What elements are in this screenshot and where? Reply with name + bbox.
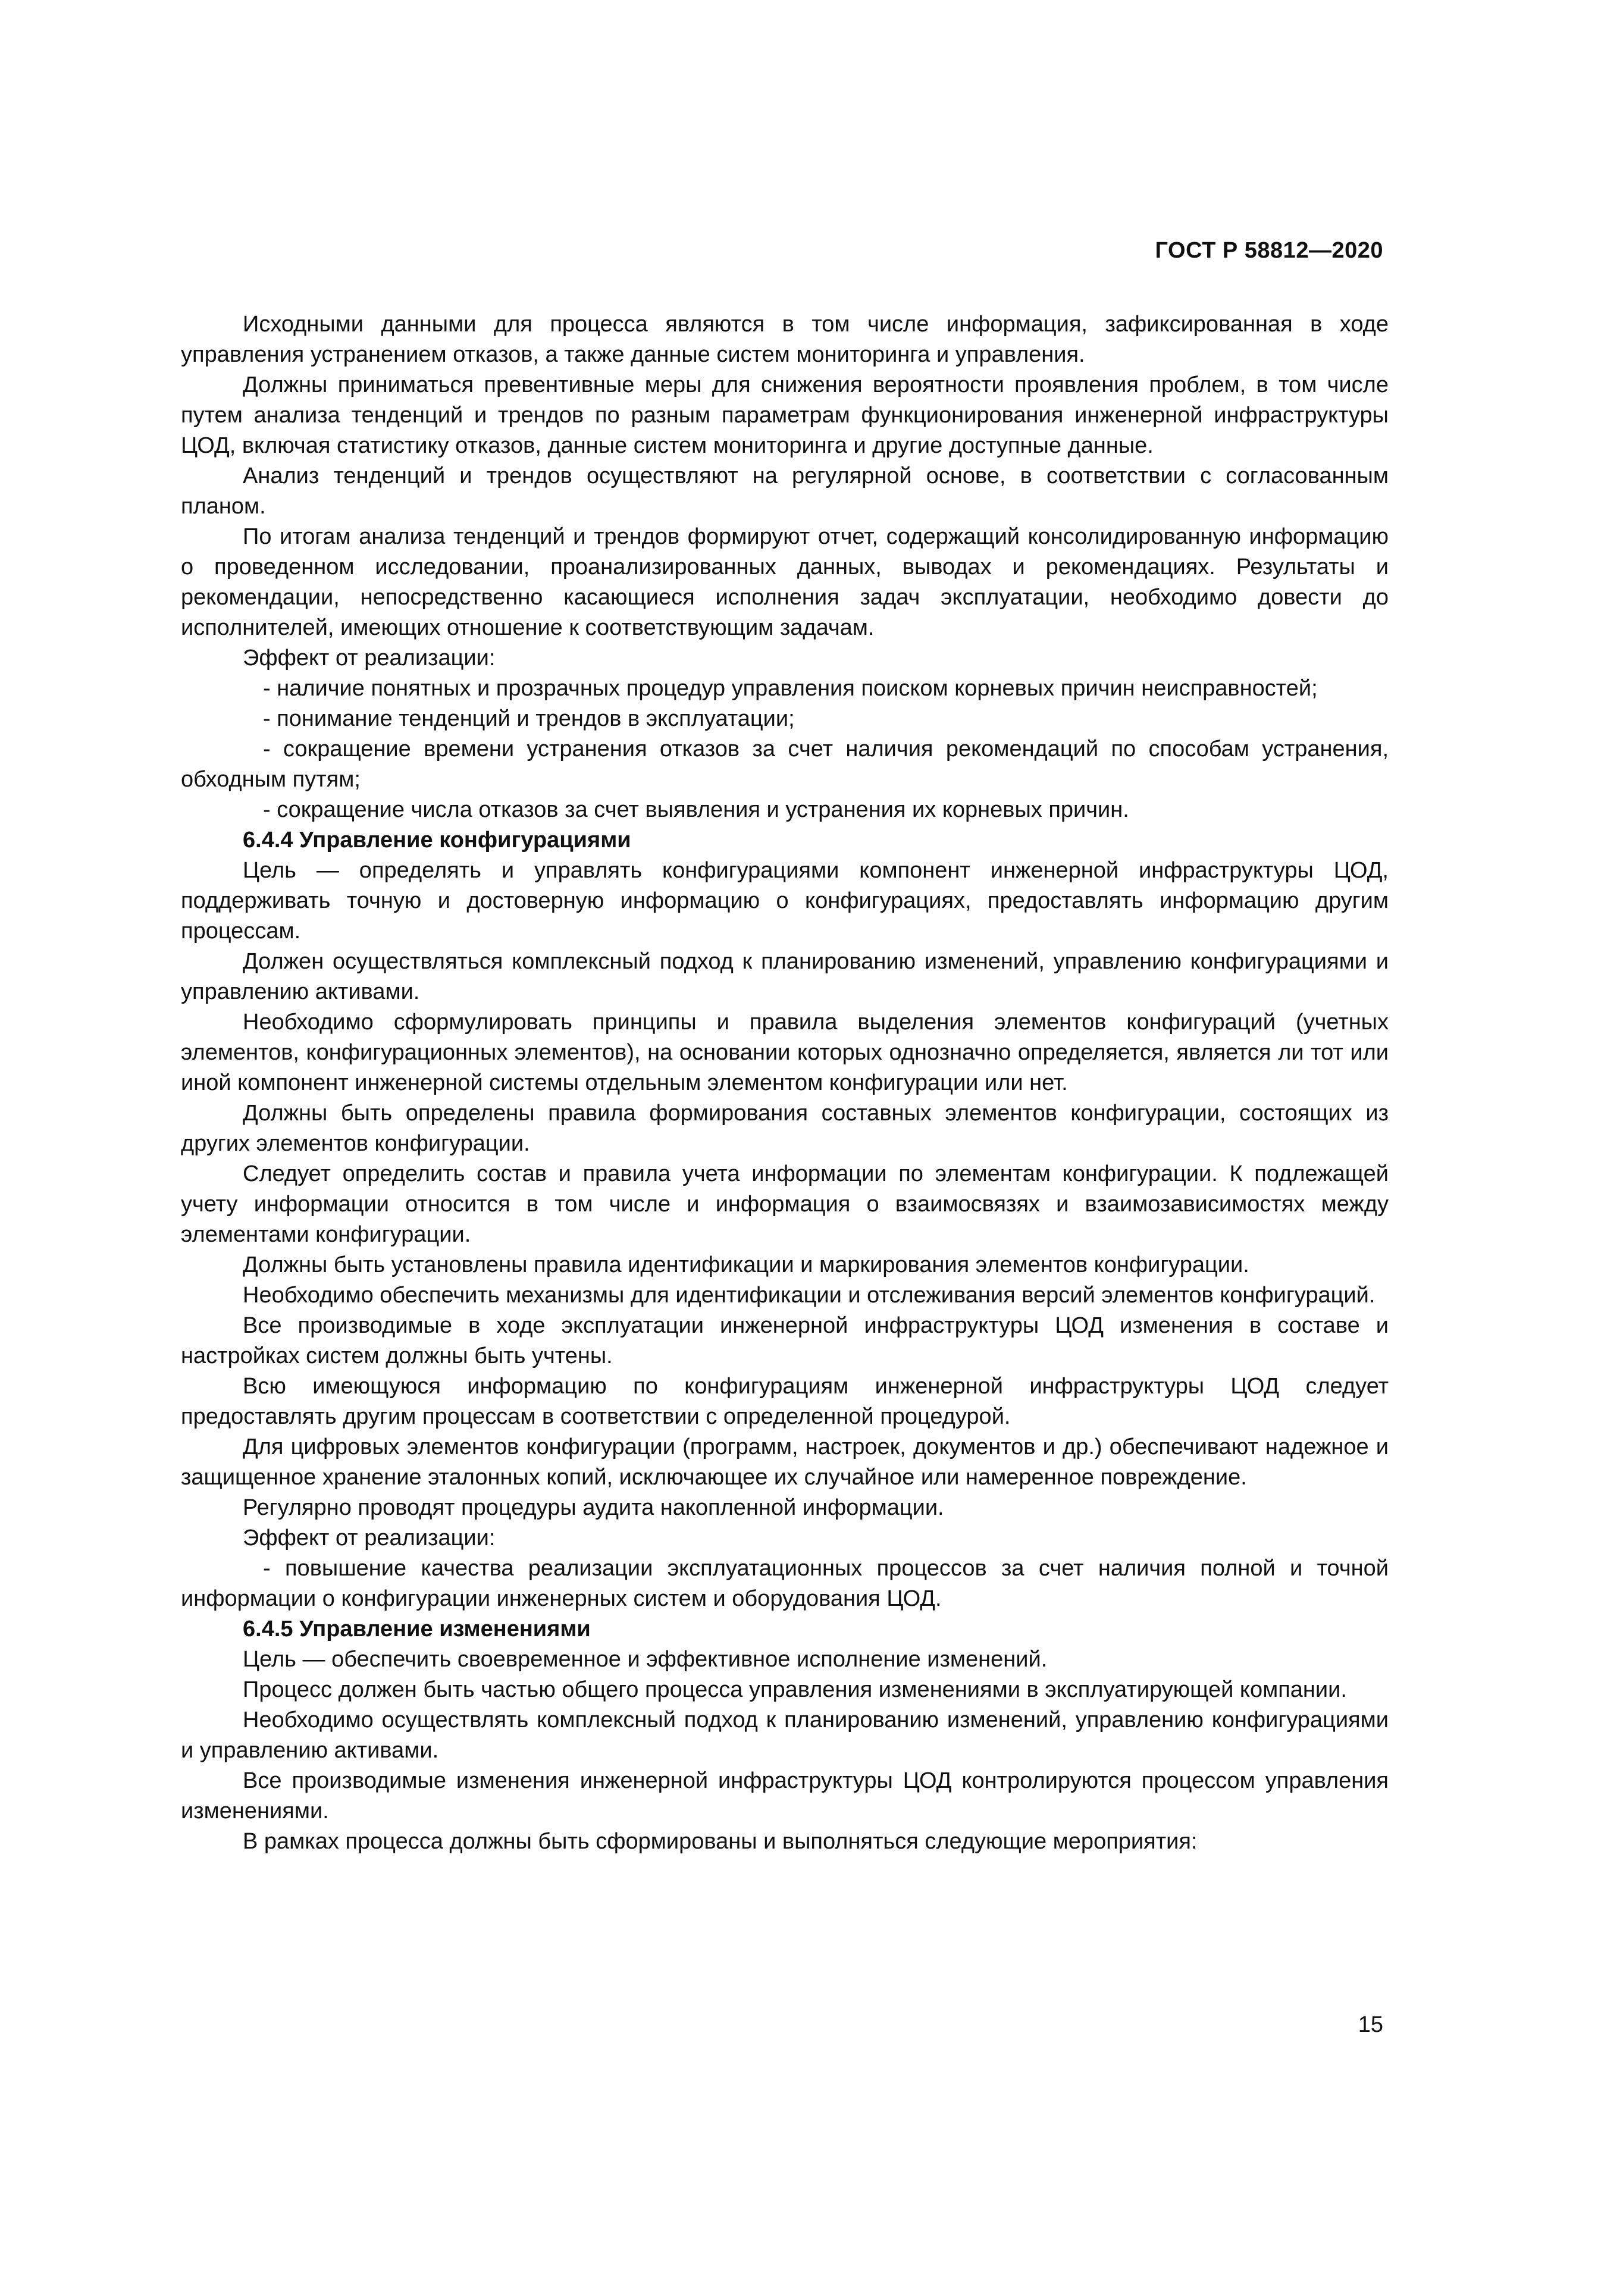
- paragraph: Процесс должен быть частью общего процесса управления изменениями в эксплуатирующей компании.: [243, 1677, 1347, 1702]
- paragraph: Регулярно проводят процедуры аудита накопленной информации.: [243, 1495, 944, 1520]
- document-header-id: ГОСТ Р 58812—2020: [1155, 238, 1383, 263]
- paragraph: Необходимо сформулировать принципы и правила выделения элементов конфигураций (учетных элементов, конфигурационных элементов), на основании которых однозначно определяется, является ли тот или иной компонент инженерной системы отдельным элементом конфигурации или нет.: [181, 1010, 1389, 1095]
- page-number: 15: [1358, 2012, 1383, 2037]
- list-item: - сокращение числа отказов за счет выявления и устранения их корневых причин.: [263, 797, 1129, 822]
- paragraph: Исходными данными для процесса являются в том числе информация, зафиксированная в ходе управления устранением отказов, а также данные систем мониторинга и управления.: [181, 312, 1389, 367]
- paragraph: Цель — обеспечить своевременное и эффективное исполнение изменений.: [243, 1647, 1048, 1672]
- paragraph: Следует определить состав и правила учета информации по элементам конфигурации. К подлежащей учету информации относится в том числе и информация о взаимосвязях и взаимозависимостях между элементами конфигурации.: [181, 1161, 1389, 1247]
- paragraph: Необходимо осуществлять комплексный подход к планированию изменений, управлению конфигурациями и управлению активами.: [181, 1708, 1389, 1763]
- paragraph: Всю имеющуюся информацию по конфигурациям инженерной инфраструктуры ЦОД следует предоставлять другим процессам в соответствии с определенной процедурой.: [181, 1374, 1389, 1429]
- paragraph: Все производимые в ходе эксплуатации инженерной инфраструктуры ЦОД изменения в составе и настройках систем должны быть учтены.: [181, 1313, 1389, 1368]
- paragraph: По итогам анализа тенденций и трендов формируют отчет, содержащий консолидированную информацию о проведенном исследовании, проанализированных данных, выводах и рекомендациях. Результаты и рекомендации, непосредственно касающиеся исполнения задач эксплуатации, необходимо довести до исполнителей, имеющих отношение к соответствующим задачам.: [181, 524, 1389, 640]
- paragraph: Необходимо обеспечить механизмы для идентификации и отслеживания версий элементов конфигураций.: [243, 1283, 1376, 1308]
- paragraph: Цель — определять и управлять конфигурациями компонент инженерной инфраструктуры ЦОД, поддерживать точную и достоверную информацию о конфигурациях, предоставлять информацию другим процессам.: [181, 858, 1389, 944]
- paragraph: Все производимые изменения инженерной инфраструктуры ЦОД контролируются процессом управления изменениями.: [181, 1768, 1389, 1824]
- list-item: - повышение качества реализации эксплуатационных процессов за счет наличия полной и точной информации о конфигурации инженерных систем и оборудования ЦОД.: [181, 1556, 1389, 1611]
- paragraph: Должен осуществляться комплексный подход к планированию изменений, управлению конфигурациями и управлению активами.: [181, 949, 1389, 1004]
- paragraph: В рамках процесса должны быть сформированы и выполняться следующие мероприятия:: [243, 1829, 1198, 1854]
- paragraph: Анализ тенденций и трендов осуществляют на регулярной основе, в соответствии с согласованным планом.: [181, 463, 1389, 519]
- paragraph: Должны быть установлены правила идентификации и маркирования элементов конфигурации.: [243, 1252, 1249, 1277]
- paragraph: Эффект от реализации:: [243, 1526, 496, 1550]
- paragraph: Должны приниматься превентивные меры для снижения вероятности проявления проблем, в том числе путем анализа тенденций и трендов по разным параметрам функционирования инженерной инфраструктуры ЦОД, включая статистику отказов, данные систем мониторинга и другие доступные данные.: [181, 372, 1389, 458]
- section-heading-6-4-5: 6.4.5 Управление изменениями: [243, 1617, 591, 1642]
- paragraph: Эффект от реализации:: [243, 646, 496, 671]
- list-item: - понимание тенденций и трендов в эксплуатации;: [263, 706, 795, 731]
- list-item: - наличие понятных и прозрачных процедур управления поиском корневых причин неисправностей;: [263, 676, 1318, 701]
- paragraph: Должны быть определены правила формирования составных элементов конфигурации, состоящих из других элементов конфигурации.: [181, 1101, 1389, 1156]
- list-item: - сокращение времени устранения отказов за счет наличия рекомендаций по способам устранения, обходным путям;: [181, 737, 1389, 792]
- paragraph: Для цифровых элементов конфигурации (программ, настроек, документов и др.) обеспечивают надежное и защищенное хранение эталонных копий, исключающее их случайное или намеренное повреждение.: [181, 1434, 1389, 1490]
- document-body: [181, 309, 1389, 1857]
- section-heading-6-4-4: 6.4.4 Управление конфигурациями: [243, 828, 631, 853]
